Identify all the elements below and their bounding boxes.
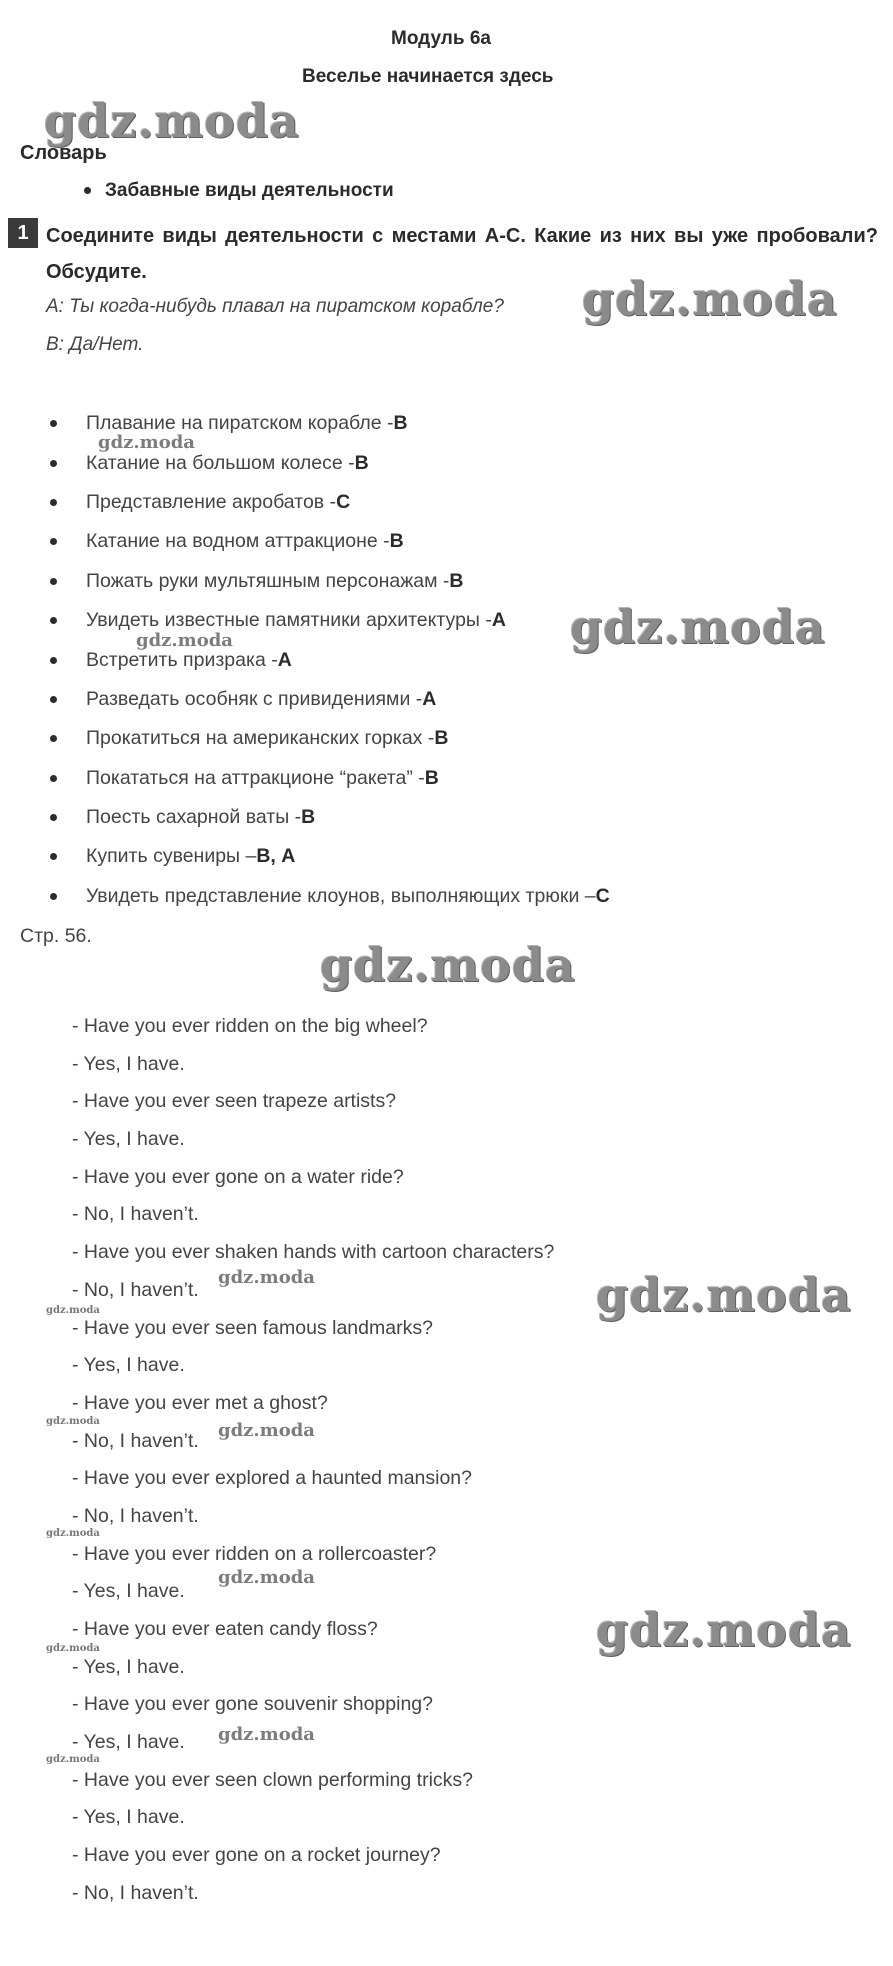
- activity-item: [50, 680, 830, 719]
- activity-answer: В: [354, 451, 369, 474]
- activity-answer: А: [277, 648, 292, 671]
- watermark-logo: gdz.moda: [570, 600, 826, 654]
- question-line: - Have you ever seen trapeze artists?: [72, 1090, 397, 1113]
- bullet-icon: [50, 578, 57, 585]
- dialogue-line-b: В: Да/Нет.: [46, 334, 144, 355]
- answer-line: - Yes, I have.: [72, 1655, 185, 1678]
- activity-answer: В, А: [256, 845, 296, 868]
- watermark-logo: gdz.moda: [320, 938, 576, 992]
- activity-item: [50, 719, 830, 758]
- watermark-logo: gdz.moda: [218, 1567, 315, 1588]
- activity-item: [50, 759, 830, 798]
- activity-item: [50, 798, 830, 837]
- activity-answer: В: [389, 530, 404, 553]
- answer-line: - Yes, I have.: [72, 1128, 185, 1151]
- watermark-logo: gdz.moda: [46, 1754, 100, 1765]
- watermark-logo: gdz.moda: [218, 1420, 315, 1441]
- activity-item: [50, 483, 830, 522]
- answer-line: - No, I haven’t.: [72, 1203, 199, 1226]
- answer-line: - No, I haven’t.: [72, 1504, 199, 1527]
- question-line: - Have you ever gone on a water ride?: [72, 1165, 404, 1188]
- activity-item: [50, 877, 830, 916]
- watermark-logo: gdz.moda: [218, 1724, 315, 1745]
- bullet-icon: [50, 696, 57, 703]
- dialogue-line-a: А: Ты когда-нибудь плавал на пиратском корабле?: [46, 296, 504, 317]
- vocabulary-subheading: [84, 180, 394, 202]
- activity-answer: С: [336, 490, 351, 513]
- bullet-icon: [50, 814, 57, 821]
- watermark-logo: gdz.moda: [98, 432, 195, 453]
- question-line: - Have you ever seen famous landmarks?: [72, 1316, 433, 1339]
- activity-text: Разведать особняк с привидениями -: [86, 687, 423, 710]
- question-line: - Have you ever ridden on a rollercoaster?: [72, 1542, 437, 1565]
- question-line: - Have you ever explored a haunted mansion?: [72, 1467, 472, 1490]
- activity-answer: В: [301, 806, 316, 829]
- question-line: - Have you ever gone souvenir shopping?: [72, 1693, 433, 1716]
- watermark-logo: gdz.moda: [596, 1268, 852, 1322]
- exercise-instruction: Соедините виды деятельности с местами А-С. Какие из них вы уже пробовали? Обсудите.: [46, 225, 878, 283]
- watermark-logo: gdz.moda: [46, 1528, 100, 1539]
- watermark-logo: gdz.moda: [46, 1305, 100, 1316]
- module-title: Модуль 6а: [391, 28, 491, 49]
- activity-text: Покататься на аттракционе “ракета” -: [86, 766, 425, 789]
- question-line: - Have you ever eaten candy floss?: [72, 1618, 378, 1640]
- activity-text: Встретить призрака -: [86, 648, 278, 671]
- watermark-logo: gdz.moda: [218, 1267, 315, 1288]
- exercise-number-badge: 1: [8, 218, 38, 248]
- bullet-icon: [50, 538, 57, 545]
- bullet-icon: [50, 735, 57, 742]
- module-subtitle: Веселье начинается здесь: [302, 66, 554, 87]
- bullet-icon: [84, 187, 91, 194]
- activity-answer: В: [424, 766, 439, 789]
- activity-item: [50, 562, 830, 601]
- bullet-icon: [50, 420, 57, 427]
- activity-answer: С: [595, 884, 610, 907]
- watermark-logo: gdz.moda: [46, 1643, 100, 1654]
- watermark-logo: gdz.moda: [46, 1416, 100, 1427]
- activity-answer: А: [491, 609, 506, 632]
- answer-line: - Yes, I have.: [72, 1580, 185, 1603]
- question-line: - Have you ever ridden on the big wheel?: [72, 1015, 428, 1037]
- activity-text: Пожать руки мультяшным персонажам -: [86, 569, 450, 592]
- activity-text: Катание на водном аттракционе -: [86, 530, 390, 553]
- bullet-icon: [50, 775, 57, 782]
- page-reference: Стр. 56.: [20, 925, 92, 947]
- question-line: - Have you ever met a ghost?: [72, 1391, 328, 1414]
- activities-list: [50, 404, 830, 916]
- activity-answer: А: [422, 687, 437, 710]
- activity-answer: В: [449, 569, 464, 592]
- activity-text: Представление акробатов -: [86, 490, 337, 513]
- bullet-icon: [50, 617, 57, 624]
- activity-text: Плавание на пиратском корабле -: [86, 412, 394, 435]
- activity-answer: В: [434, 727, 449, 750]
- activity-text: Катание на большом колесе -: [86, 451, 355, 474]
- question-line: - Have you ever gone on a rocket journey?: [72, 1844, 441, 1867]
- bullet-icon: [50, 657, 57, 664]
- conversation: [72, 1008, 832, 1913]
- answer-line: - Yes, I have.: [72, 1806, 185, 1829]
- subheading-text: Забавные виды деятельности: [105, 180, 394, 201]
- answer-line: - Yes, I have.: [72, 1354, 185, 1377]
- bullet-icon: [50, 853, 57, 860]
- activity-answer: В: [393, 412, 408, 435]
- watermark-logo: gdz.moda: [44, 94, 300, 148]
- answer-line: - No, I haven’t.: [72, 1278, 199, 1301]
- activity-item: [50, 837, 830, 876]
- answer-line: - Yes, I have.: [72, 1052, 185, 1075]
- watermark-logo: gdz.moda: [582, 272, 838, 326]
- activity-text: Купить сувениры –: [86, 845, 257, 868]
- activity-item: [50, 522, 830, 561]
- watermark-logo: gdz.moda: [596, 1603, 852, 1657]
- answer-line: - No, I haven’t.: [72, 1429, 199, 1452]
- activity-text: Увидеть представление клоунов, выполняющих трюки –: [86, 884, 596, 907]
- bullet-icon: [50, 499, 57, 506]
- question-line: - Have you ever seen clown performing tricks?: [72, 1768, 473, 1791]
- answer-line: - Yes, I have.: [72, 1731, 185, 1754]
- answer-line: - No, I haven’t.: [72, 1881, 199, 1904]
- activity-text: Прокатиться на американских горках -: [86, 727, 435, 750]
- activity-text: Поесть сахарной ваты -: [86, 806, 302, 829]
- bullet-icon: [50, 893, 57, 900]
- vocabulary-heading: Словарь: [20, 142, 107, 164]
- question-line: - Have you ever shaken hands with cartoon characters?: [72, 1241, 555, 1264]
- activity-text: Увидеть известные памятники архитектуры -: [86, 609, 492, 632]
- bullet-icon: [50, 460, 57, 467]
- watermark-logo: gdz.moda: [136, 630, 233, 651]
